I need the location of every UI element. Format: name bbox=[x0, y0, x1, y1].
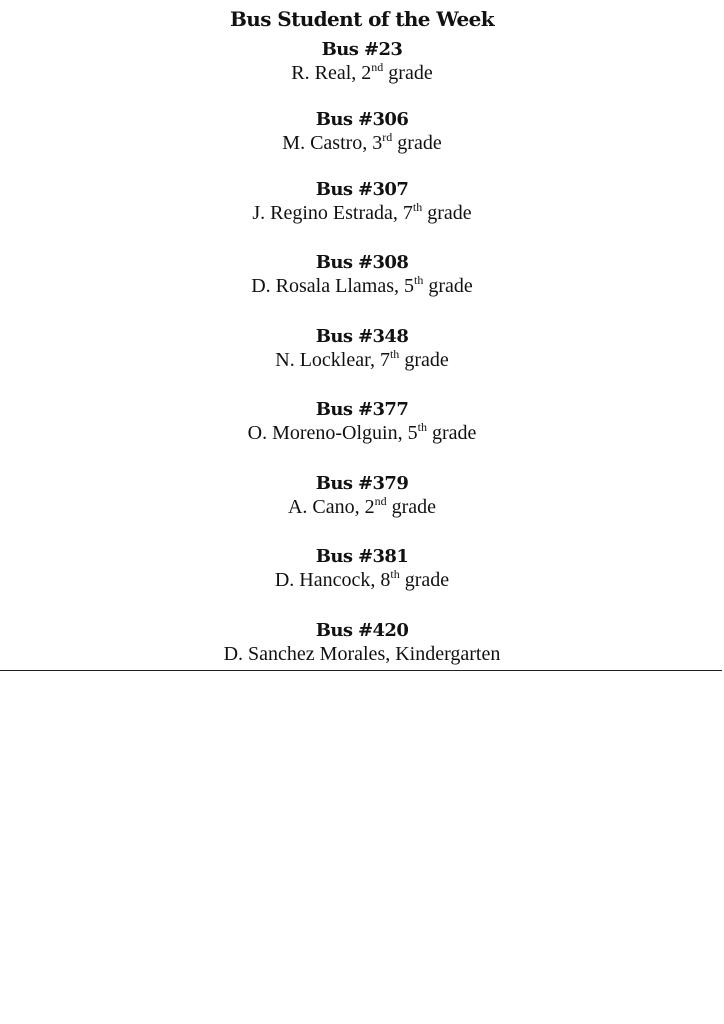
bus-number: Bus #377 bbox=[315, 399, 409, 420]
student-line bbox=[0, 568, 724, 592]
grade-label: grade bbox=[392, 132, 442, 154]
student-line bbox=[0, 274, 724, 298]
student-name: N. Locklear, 7 bbox=[275, 349, 390, 371]
ordinal-suffix: th bbox=[413, 273, 424, 287]
bus-entry bbox=[0, 39, 724, 85]
grade-label: grade bbox=[399, 349, 449, 371]
student-name: J. Regino Estrada, 7 bbox=[252, 202, 413, 224]
student-name: D. Rosala Llamas, 5 bbox=[251, 275, 414, 297]
bus-number: Bus #348 bbox=[315, 326, 409, 347]
student-name: D. Sanchez Morales, Kindergarten bbox=[223, 643, 501, 665]
bus-entry bbox=[0, 179, 724, 225]
bus-entry bbox=[0, 252, 724, 298]
student-line bbox=[0, 131, 724, 155]
bus-number: Bus #379 bbox=[315, 473, 409, 494]
grade-label: grade bbox=[383, 62, 433, 84]
bus-number: Bus #381 bbox=[315, 546, 409, 567]
student-name: R. Real, 2 bbox=[291, 62, 372, 84]
student-line bbox=[0, 348, 724, 372]
student-name: D. Hancock, 8 bbox=[274, 569, 391, 591]
bus-entry bbox=[0, 399, 724, 445]
bus-number: Bus #23 bbox=[321, 39, 403, 60]
bus-entry bbox=[0, 109, 724, 155]
page-title: Bus Student of the Week bbox=[229, 7, 495, 31]
ordinal-suffix: rd bbox=[382, 130, 393, 144]
student-name: A. Cano, 2 bbox=[287, 496, 375, 518]
grade-label: grade bbox=[423, 275, 473, 297]
grade-label: grade bbox=[422, 202, 472, 224]
student-line bbox=[0, 61, 724, 85]
bus-entry bbox=[0, 546, 724, 592]
bus-number: Bus #306 bbox=[315, 109, 409, 130]
student-line bbox=[0, 642, 724, 666]
horizontal-rule bbox=[0, 670, 722, 671]
student-name: O. Moreno-Olguin, 5 bbox=[247, 422, 418, 444]
student-line bbox=[0, 421, 724, 445]
student-name: M. Castro, 3 bbox=[282, 132, 383, 154]
ordinal-suffix: th bbox=[389, 347, 400, 361]
ordinal-suffix: nd bbox=[371, 60, 384, 74]
bus-number: Bus #308 bbox=[315, 252, 409, 273]
bus-number: Bus #307 bbox=[315, 179, 409, 200]
grade-label: grade bbox=[386, 496, 437, 518]
grade-label: grade bbox=[426, 422, 477, 444]
bus-entry bbox=[0, 326, 724, 372]
bus-entry bbox=[0, 473, 724, 519]
student-line bbox=[0, 201, 724, 225]
bus-entry bbox=[0, 620, 724, 666]
ordinal-suffix: th bbox=[417, 420, 427, 434]
ordinal-suffix: th bbox=[390, 567, 400, 581]
ordinal-suffix: th bbox=[412, 200, 423, 214]
student-line bbox=[0, 495, 724, 519]
grade-label: grade bbox=[399, 569, 450, 591]
bus-number: Bus #420 bbox=[315, 620, 409, 641]
ordinal-suffix: nd bbox=[374, 494, 387, 508]
